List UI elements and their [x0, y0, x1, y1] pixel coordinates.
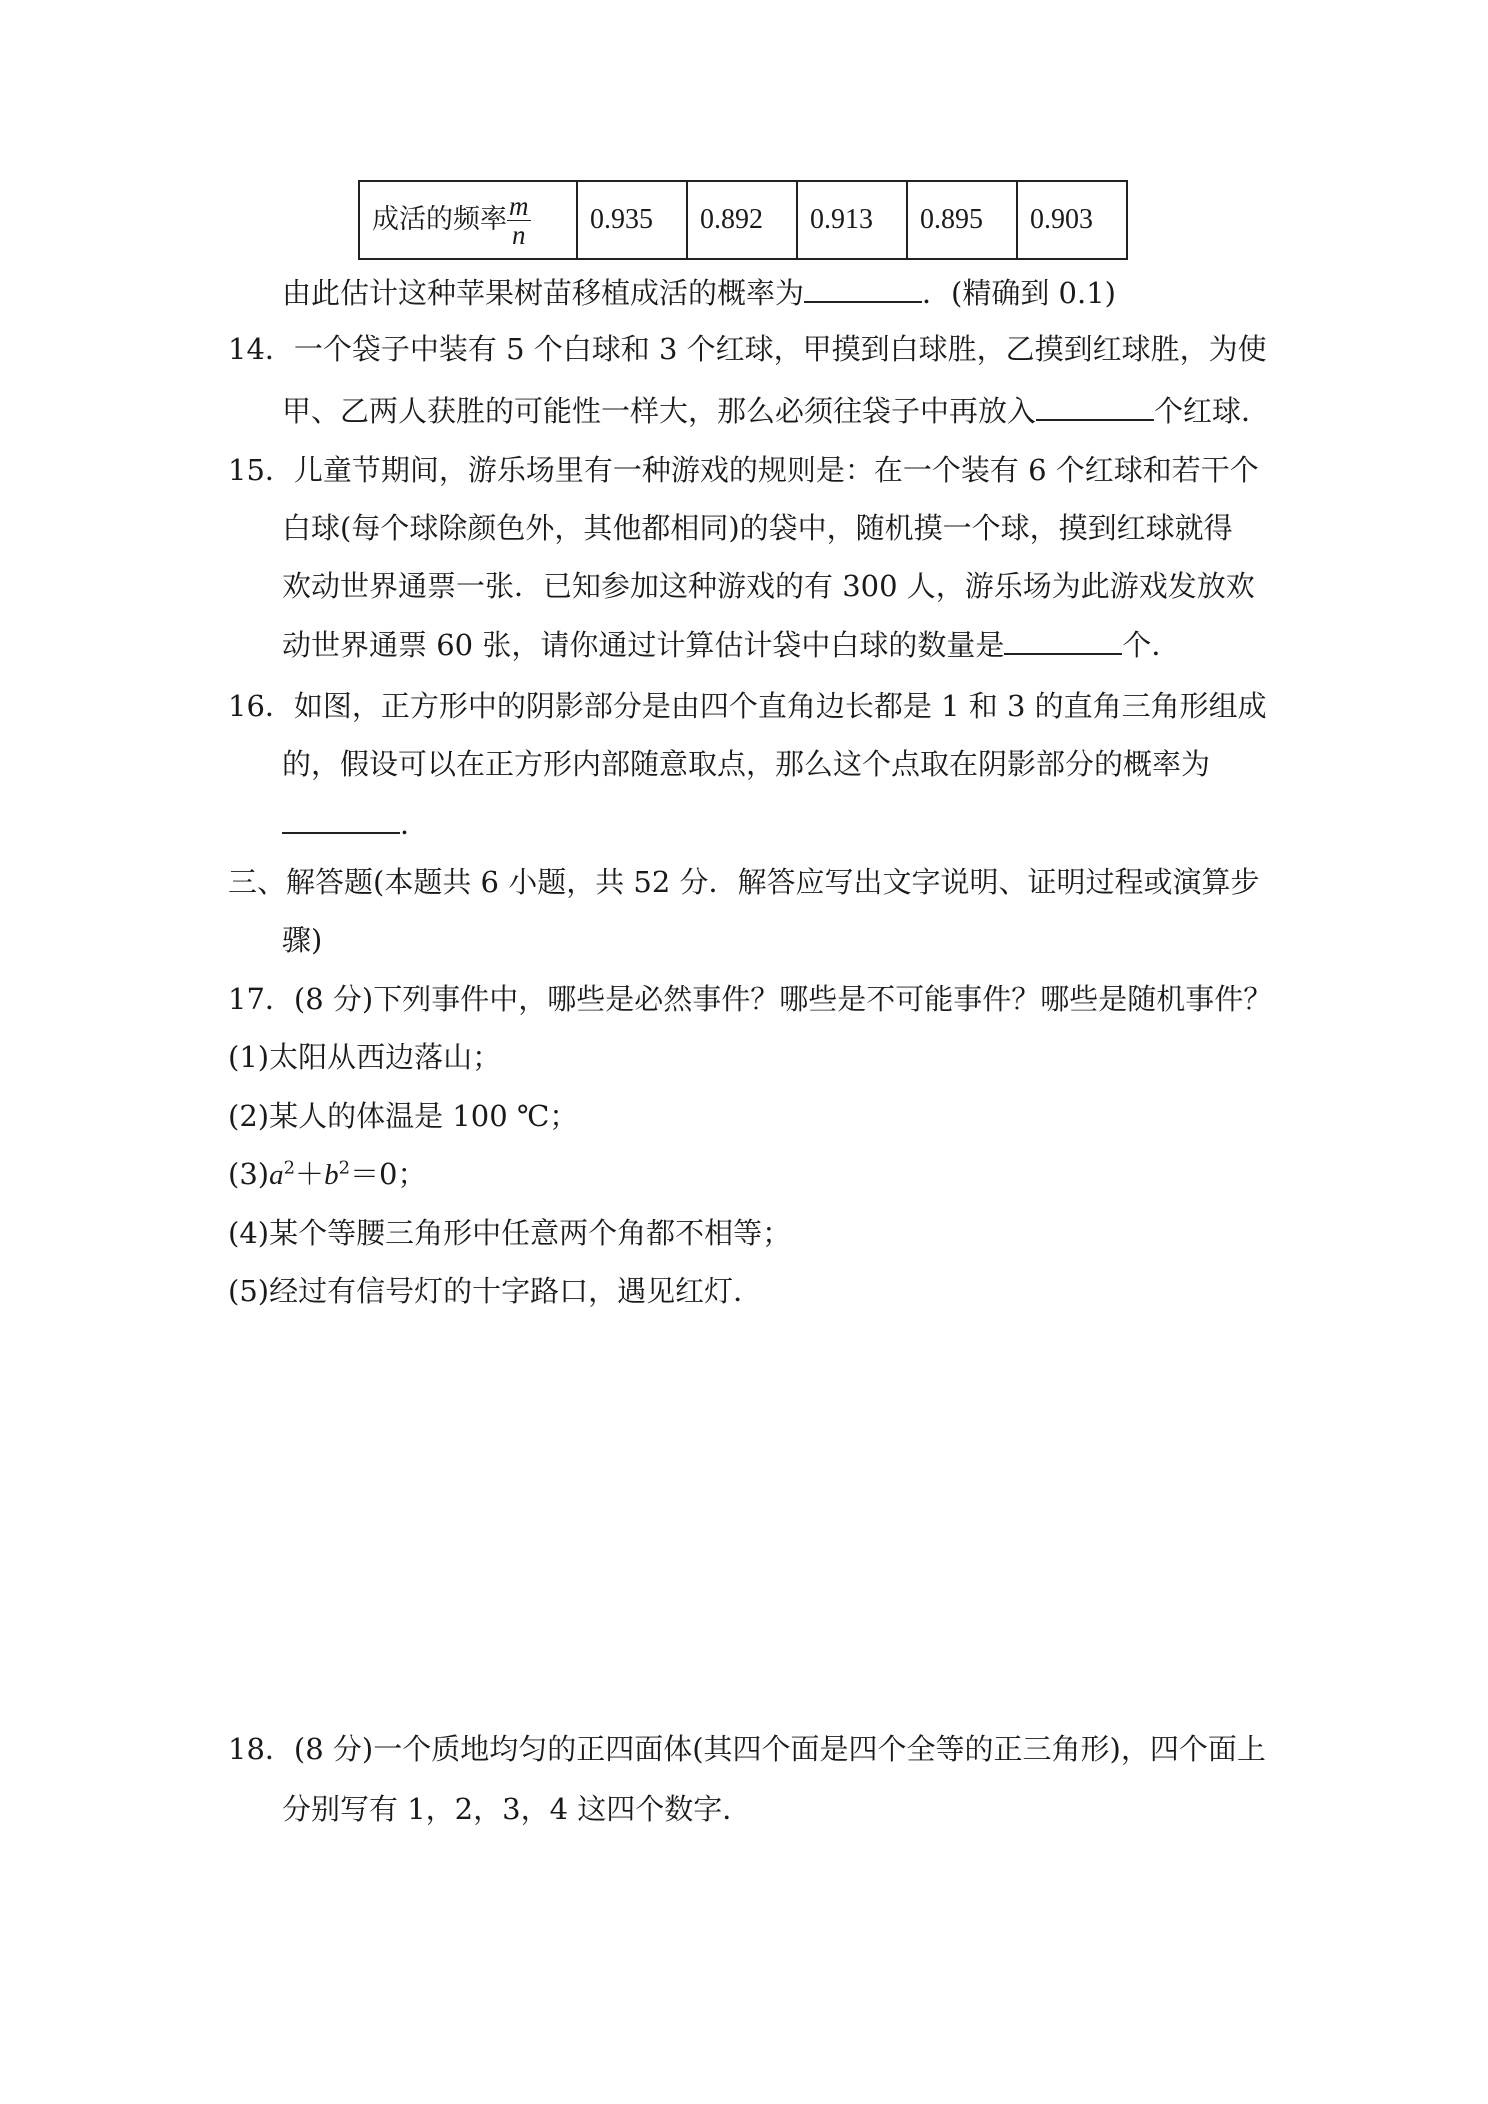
answer-blank[interactable] [804, 275, 922, 303]
table-cell: 0.895 [907, 181, 1017, 259]
q17-item-3 [228, 1156, 426, 1193]
header-label: 成活的频率 [372, 203, 507, 235]
var-b: b [324, 1159, 339, 1191]
answer-blank[interactable] [1036, 393, 1154, 421]
item-number: (3) [228, 1157, 270, 1191]
q14-line-1: 14．一个袋子中装有 5 个白球和 3 个红球，甲摸到白球胜，乙摸到红球胜，为使 [228, 332, 1267, 366]
q15-line-2: 白球(每个球除颜色外，其他都相同)的袋中，随机摸一个球，摸到红球就得 [282, 511, 1233, 545]
fraction-denominator: n [512, 219, 526, 250]
q17-item-4: (4)某个等腰三角形中任意两个角都不相等； [228, 1216, 792, 1250]
section-heading-cont: 骤) [282, 923, 323, 957]
exponent: 2 [338, 1157, 351, 1179]
table-row [359, 181, 1127, 259]
q15-line-1: 15．儿童节期间，游乐场里有一种游戏的规则是：在一个装有 6 个红球和若干个 [228, 453, 1259, 487]
q16-line-3 [282, 806, 429, 842]
table-cell: 0.935 [577, 181, 687, 259]
table-cell: 0.892 [687, 181, 797, 259]
equation-tail: ＝0； [350, 1157, 427, 1191]
q18-line-1: 18．(8 分)一个质地均匀的正四面体(其四个面是四个全等的正三角形)，四个面上 [228, 1732, 1266, 1766]
q18-line-2: 分别写有 1，2，3，4 这四个数字． [282, 1792, 752, 1826]
answer-blank[interactable] [1004, 627, 1122, 655]
answer-blank[interactable] [282, 806, 400, 834]
q15-line-3: 欢动世界通票一张．已知参加这种游戏的有 300 人，游乐场为此游戏发放欢 [282, 569, 1255, 603]
q16-line-1: 16．如图，正方形中的阴影部分是由四个直角边长都是 1 和 3 的直角三角形组成 [228, 689, 1267, 723]
fraction-numerator: m [509, 190, 529, 221]
plus-sign: ＋ [295, 1157, 325, 1191]
q15-text: 动世界通票 60 张，请你通过计算估计袋中白球的数量是 [282, 628, 1005, 662]
table-header-cell [359, 181, 577, 259]
q14-text-tail: 个红球． [1154, 394, 1271, 428]
q17-title: 17．(8 分)下列事件中，哪些是必然事件？哪些是不可能事件？哪些是随机事件？ [228, 982, 1273, 1016]
exponent: 2 [283, 1157, 296, 1179]
q15-line-4 [282, 627, 1180, 663]
q17-item-2: (2)某人的体温是 100 ℃； [228, 1099, 579, 1133]
var-a: a [269, 1159, 284, 1191]
fraction [507, 192, 531, 249]
table-cell: 0.913 [797, 181, 907, 259]
frequency-table [358, 180, 1128, 260]
q13-answer-line [282, 275, 1116, 311]
q17-item-1: (1)太阳从西边落山； [228, 1040, 502, 1074]
q15-text-tail: 个． [1122, 628, 1181, 662]
q13-text-tail: ．(精确到 0.1) [922, 276, 1116, 310]
q14-text: 甲、乙两人获胜的可能性一样大，那么必须往袋子中再放入 [282, 394, 1037, 428]
q17-item-5: (5)经过有信号灯的十字路口，遇见红灯． [228, 1274, 763, 1308]
q16-line-2: 的，假设可以在正方形内部随意取点，那么这个点取在阴影部分的概率为 [282, 747, 1211, 781]
section-heading: 三、解答题(本题共 6 小题，共 52 分．解答应写出文字说明、证明过程或演算步 [228, 865, 1260, 899]
q16-text-tail: ． [400, 807, 430, 841]
table-cell: 0.903 [1017, 181, 1127, 259]
q14-line-2 [282, 393, 1270, 429]
q13-text: 由此估计这种苹果树苗移植成活的概率为 [282, 276, 805, 310]
